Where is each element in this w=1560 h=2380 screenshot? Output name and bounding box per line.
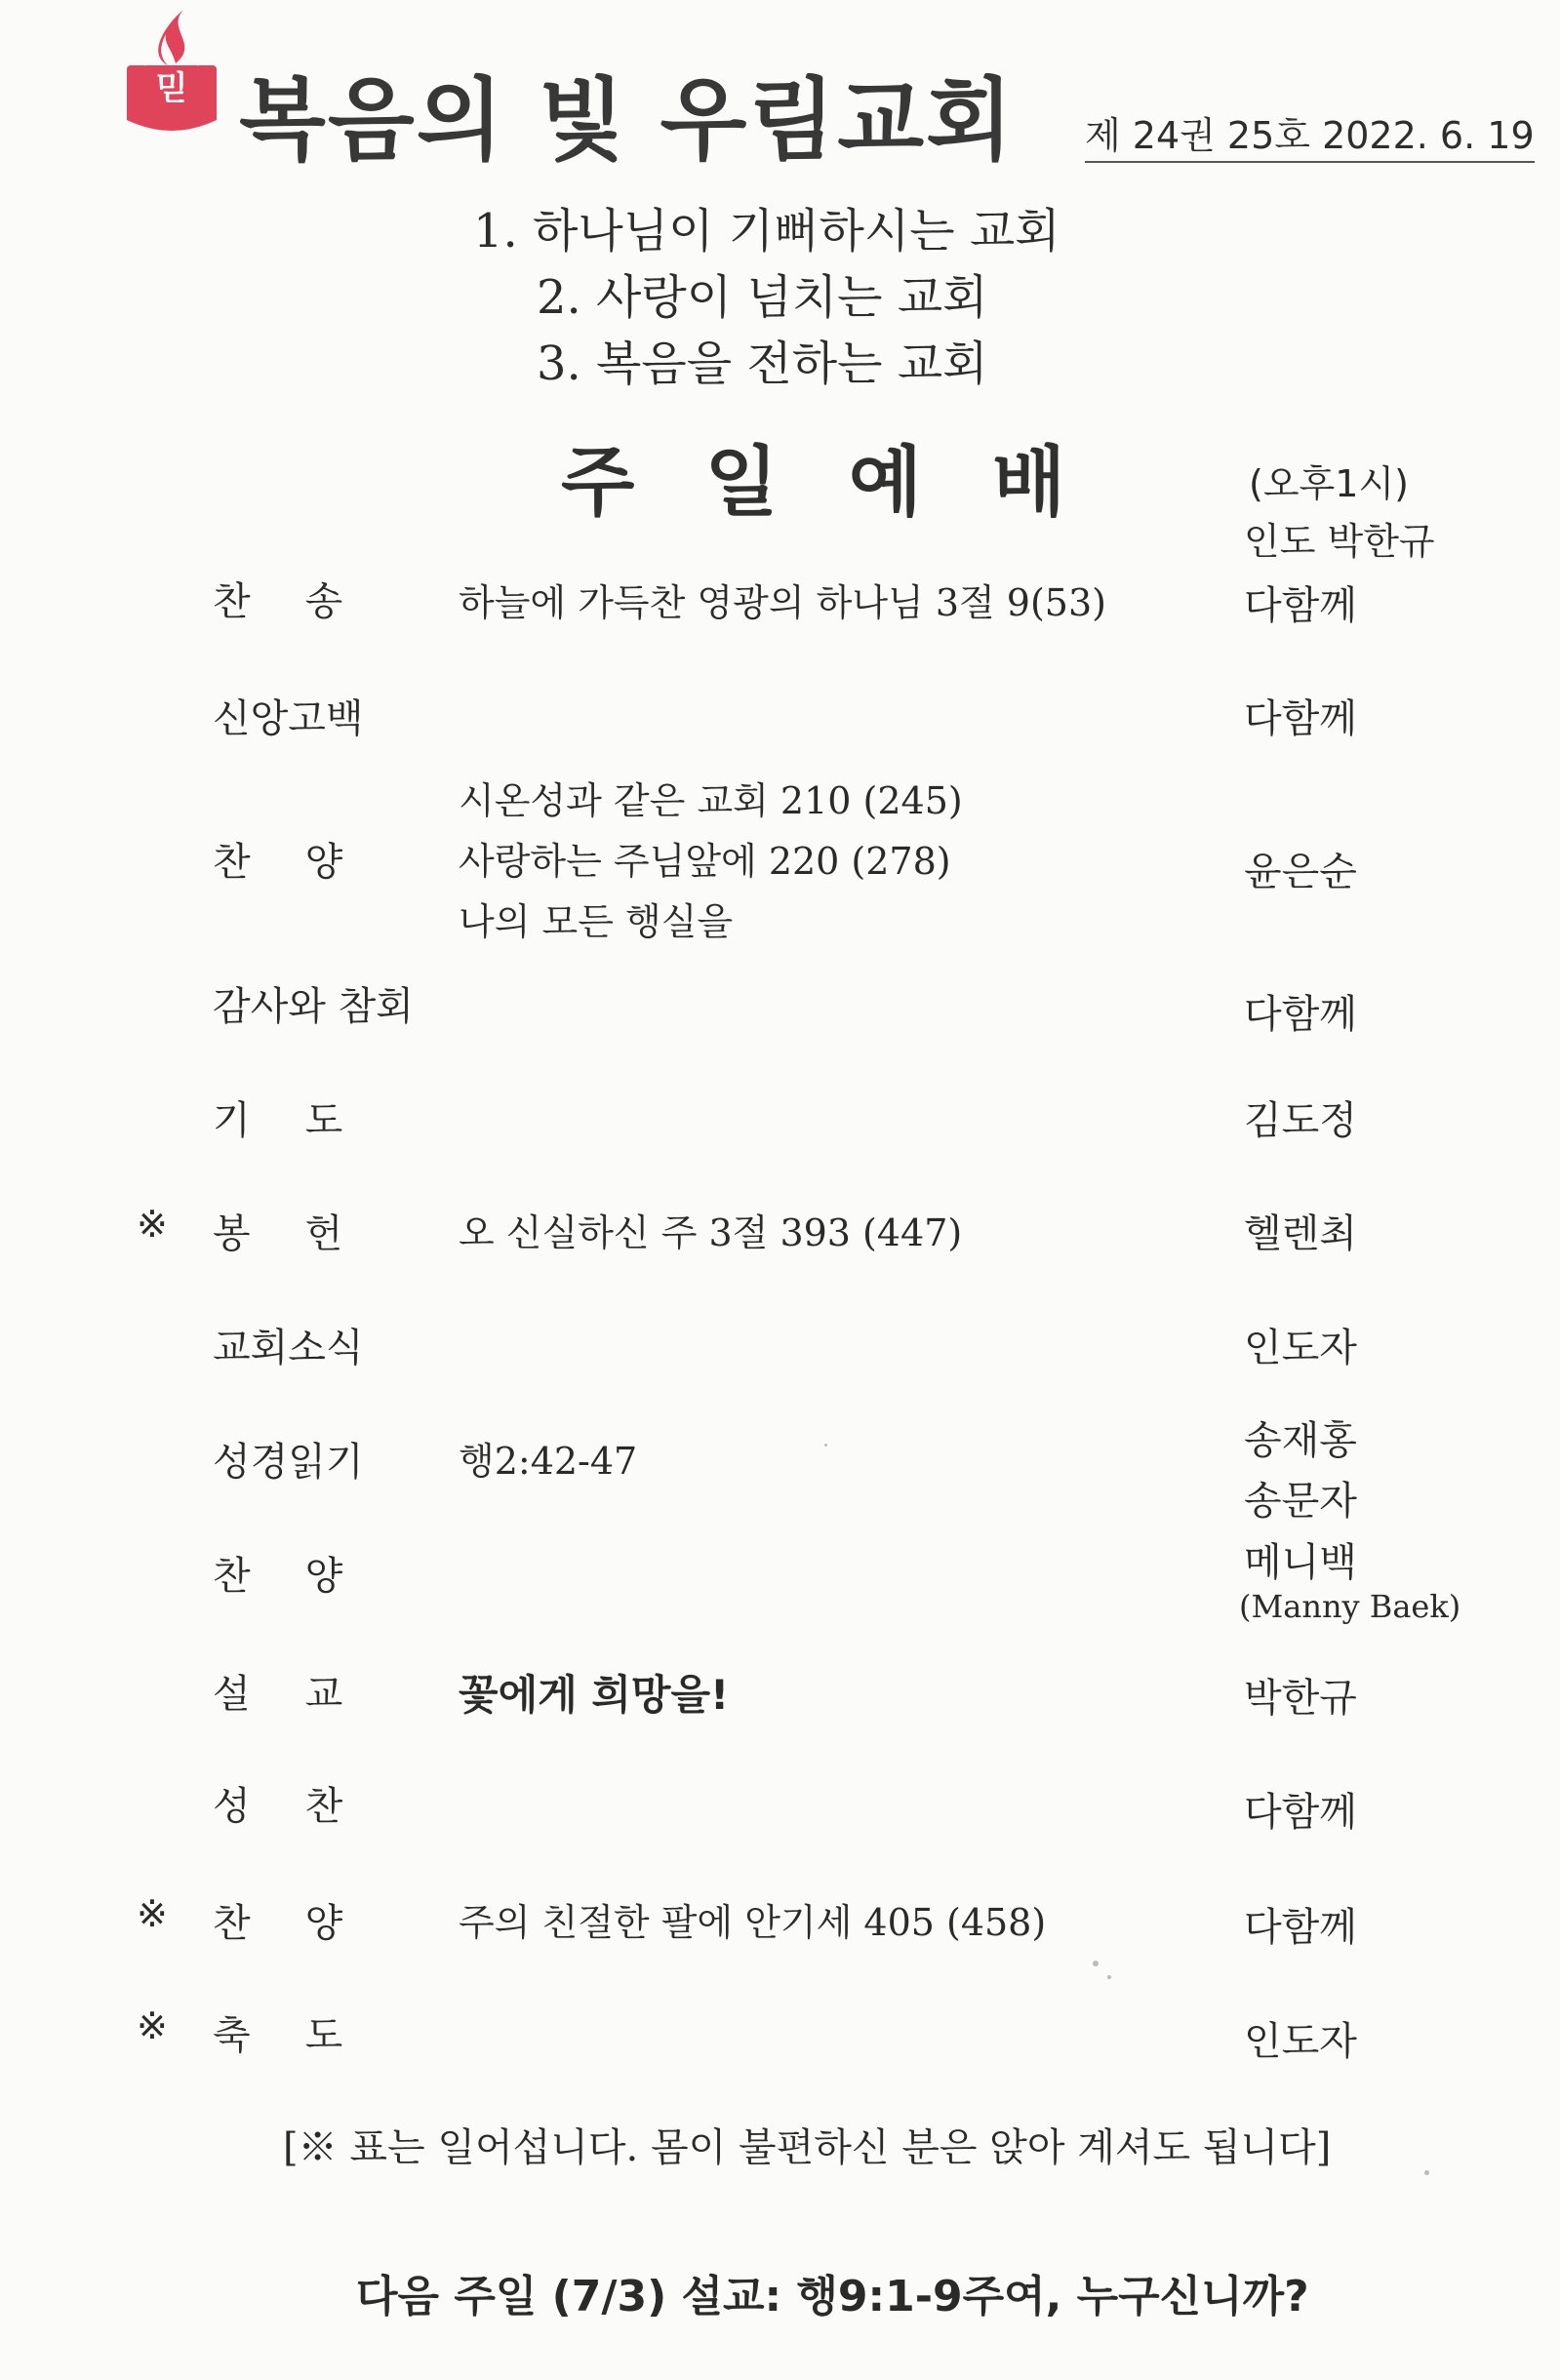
order-person: 송문자: [1244, 1479, 1357, 1524]
order-content: 오 신실하신 주 3절 393 (447): [459, 1211, 963, 1254]
stand-mark: ※: [137, 2004, 168, 2047]
order-row: [0, 975, 1560, 1037]
order-row: [0, 688, 1560, 746]
order-label: 기도: [213, 1098, 398, 1143]
order-label: 찬양: [213, 1554, 398, 1599]
order-person: 윤은순: [1244, 850, 1357, 894]
order-label: 성찬: [213, 1784, 398, 1829]
service-title: 주일예배: [561, 439, 1137, 527]
flame-logo-icon: [107, 5, 229, 146]
order-row: [0, 1317, 1560, 1375]
order-person: 인도자: [1244, 2019, 1357, 2064]
order-label: 교회소식: [213, 1326, 364, 1370]
order-label: 감사와 참회: [213, 984, 414, 1029]
order-content: 행2:42-47: [459, 1440, 638, 1483]
order-label: 찬양: [213, 840, 398, 885]
service-leader: 인도 박한규: [1244, 520, 1435, 563]
order-person: 다함께: [1244, 1790, 1357, 1835]
order-person: 다함께: [1244, 992, 1357, 1037]
logo-text: 믿: [155, 69, 188, 108]
order-person: 다함께: [1244, 1905, 1357, 1950]
order-row: [0, 1090, 1560, 1148]
order-row: [0, 1203, 1560, 1261]
order-row: [0, 1409, 1560, 1527]
order-person: 인도자: [1244, 1326, 1357, 1370]
order-label: 설교: [213, 1672, 398, 1717]
scan-speck: [1093, 1961, 1099, 1966]
order-person: 송재홍: [1244, 1418, 1357, 1463]
order-label: 성경읽기: [213, 1440, 364, 1485]
order-row: [0, 571, 1560, 629]
motto-1: 1. 하나님이 기뻐하시는 교회: [473, 204, 1060, 258]
service-time: (오후1시): [1249, 462, 1409, 505]
stand-mark: ※: [137, 1203, 168, 1246]
order-label: 찬송: [213, 579, 398, 624]
issue-date: 제 24권 25호 2022. 6. 19: [1085, 105, 1535, 163]
order-row: [0, 2004, 1560, 2063]
order-person: 박한규: [1244, 1676, 1357, 1721]
order-content: 하늘에 가득찬 영광의 하나님 3절 9(53): [459, 581, 1106, 624]
scan-speck: [1424, 2170, 1429, 2175]
sermon-title: 꽃에게 희망을!: [459, 1671, 730, 1719]
order-row: [0, 1892, 1560, 1951]
scan-speck: [1107, 1975, 1111, 1979]
church-name: 복음의 빛 우림교회: [239, 68, 1016, 173]
order-person: 다함께: [1244, 696, 1357, 741]
order-content: 나의 모든 행실을: [459, 900, 734, 943]
church-logo: [107, 5, 229, 146]
motto-3: 3. 복음을 전하는 교회: [537, 337, 988, 391]
stand-mark: ※: [137, 1892, 168, 1935]
order-row: [0, 1775, 1560, 1834]
next-week-sermon: 다음 주일 (7/3) 설교: 행9:1-9주여, 누구신니까?: [356, 2272, 1309, 2321]
order-person: 다함께: [1244, 583, 1357, 628]
order-content: 시온성과 같은 교회 210 (245): [459, 779, 963, 822]
scan-speck: [824, 1444, 827, 1447]
order-label: 봉헌: [213, 1211, 398, 1256]
order-person: 헬렌최: [1244, 1211, 1357, 1256]
order-person: (Manny Baek): [1239, 1588, 1461, 1625]
order-person: 메니백: [1244, 1540, 1357, 1585]
order-content: 주의 친절한 팔에 안기세 405 (458): [459, 1901, 1047, 1944]
order-label: 신앙고백: [213, 696, 364, 741]
order-label: 축도: [213, 2013, 398, 2058]
order-row: [0, 771, 1560, 946]
order-label: 찬양: [213, 1901, 398, 1946]
motto-2: 2. 사랑이 넘치는 교회: [537, 270, 988, 325]
order-person: 김도정: [1244, 1098, 1357, 1143]
standing-note: [※ 표는 일어섭니다. 몸이 불편하신 분은 앉아 계셔도 됩니다]: [283, 2125, 1332, 2170]
order-row: [0, 1531, 1560, 1629]
order-row: [0, 1663, 1560, 1722]
order-content: 사랑하는 주님앞에 220 (278): [459, 840, 951, 883]
